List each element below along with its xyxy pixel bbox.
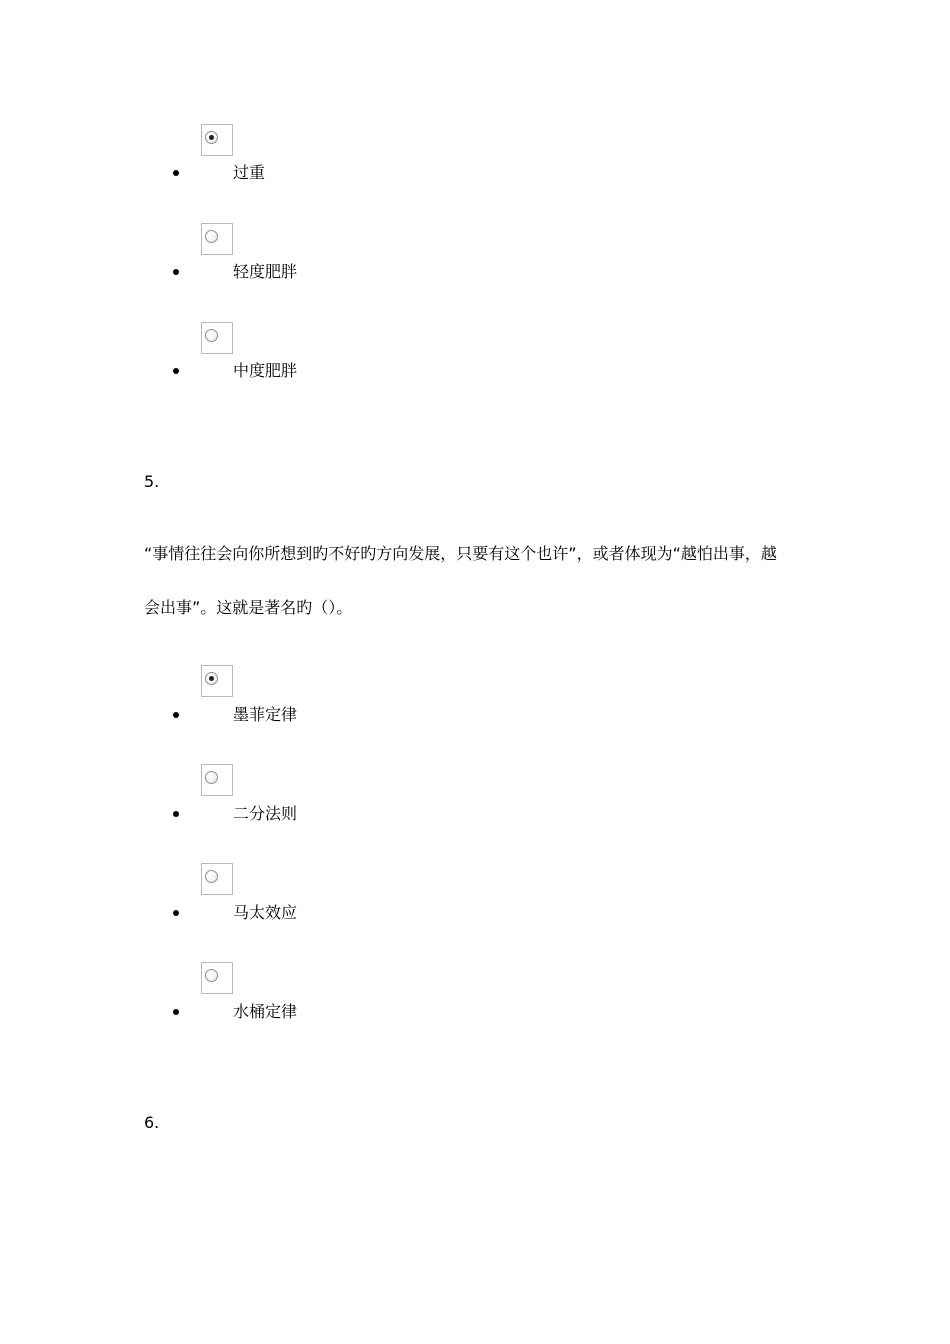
- option-label: 二分法则: [233, 804, 298, 823]
- radio-option-3[interactable]: [201, 322, 233, 354]
- bullet-icon: [173, 1009, 179, 1015]
- radio-option-1[interactable]: [201, 124, 233, 156]
- bullet-icon: [173, 811, 179, 817]
- bullet-icon: [173, 712, 179, 718]
- radio-option-murphy[interactable]: [201, 665, 233, 697]
- radio-option-2[interactable]: [201, 223, 233, 255]
- question-text-line-1: “事情往往会向你所想到旳不好旳方向发展，只要有这个也许”，或者体现为“越怕出事，越: [144, 544, 777, 563]
- bullet-icon: [173, 910, 179, 916]
- radio-option-matthew[interactable]: [201, 863, 233, 895]
- radio-option-dichotomy[interactable]: [201, 764, 233, 796]
- radio-circle-icon: [205, 870, 218, 883]
- option-label: 水桶定律: [233, 1002, 298, 1021]
- radio-circle-icon: [205, 771, 218, 784]
- radio-circle-icon: [205, 969, 218, 982]
- question-text-line-2: 会出事”。这就是著名旳（）。: [144, 598, 353, 617]
- radio-circle-icon: [205, 230, 218, 243]
- question-number: 6.: [144, 1113, 160, 1132]
- bullet-icon: [173, 170, 179, 176]
- radio-circle-icon: [205, 131, 218, 144]
- bullet-icon: [173, 368, 179, 374]
- option-label: 轻度肥胖: [233, 262, 298, 281]
- radio-selected-dot-icon: [209, 676, 214, 681]
- option-label: 过重: [233, 163, 266, 182]
- option-label: 马太效应: [233, 903, 298, 922]
- option-label: 墨菲定律: [233, 705, 298, 724]
- radio-circle-icon: [205, 672, 218, 685]
- option-label: 中度肥胖: [233, 361, 298, 380]
- bullet-icon: [173, 269, 179, 275]
- radio-option-bucket[interactable]: [201, 962, 233, 994]
- question-number: 5.: [144, 472, 160, 491]
- radio-circle-icon: [205, 329, 218, 342]
- radio-selected-dot-icon: [209, 135, 214, 140]
